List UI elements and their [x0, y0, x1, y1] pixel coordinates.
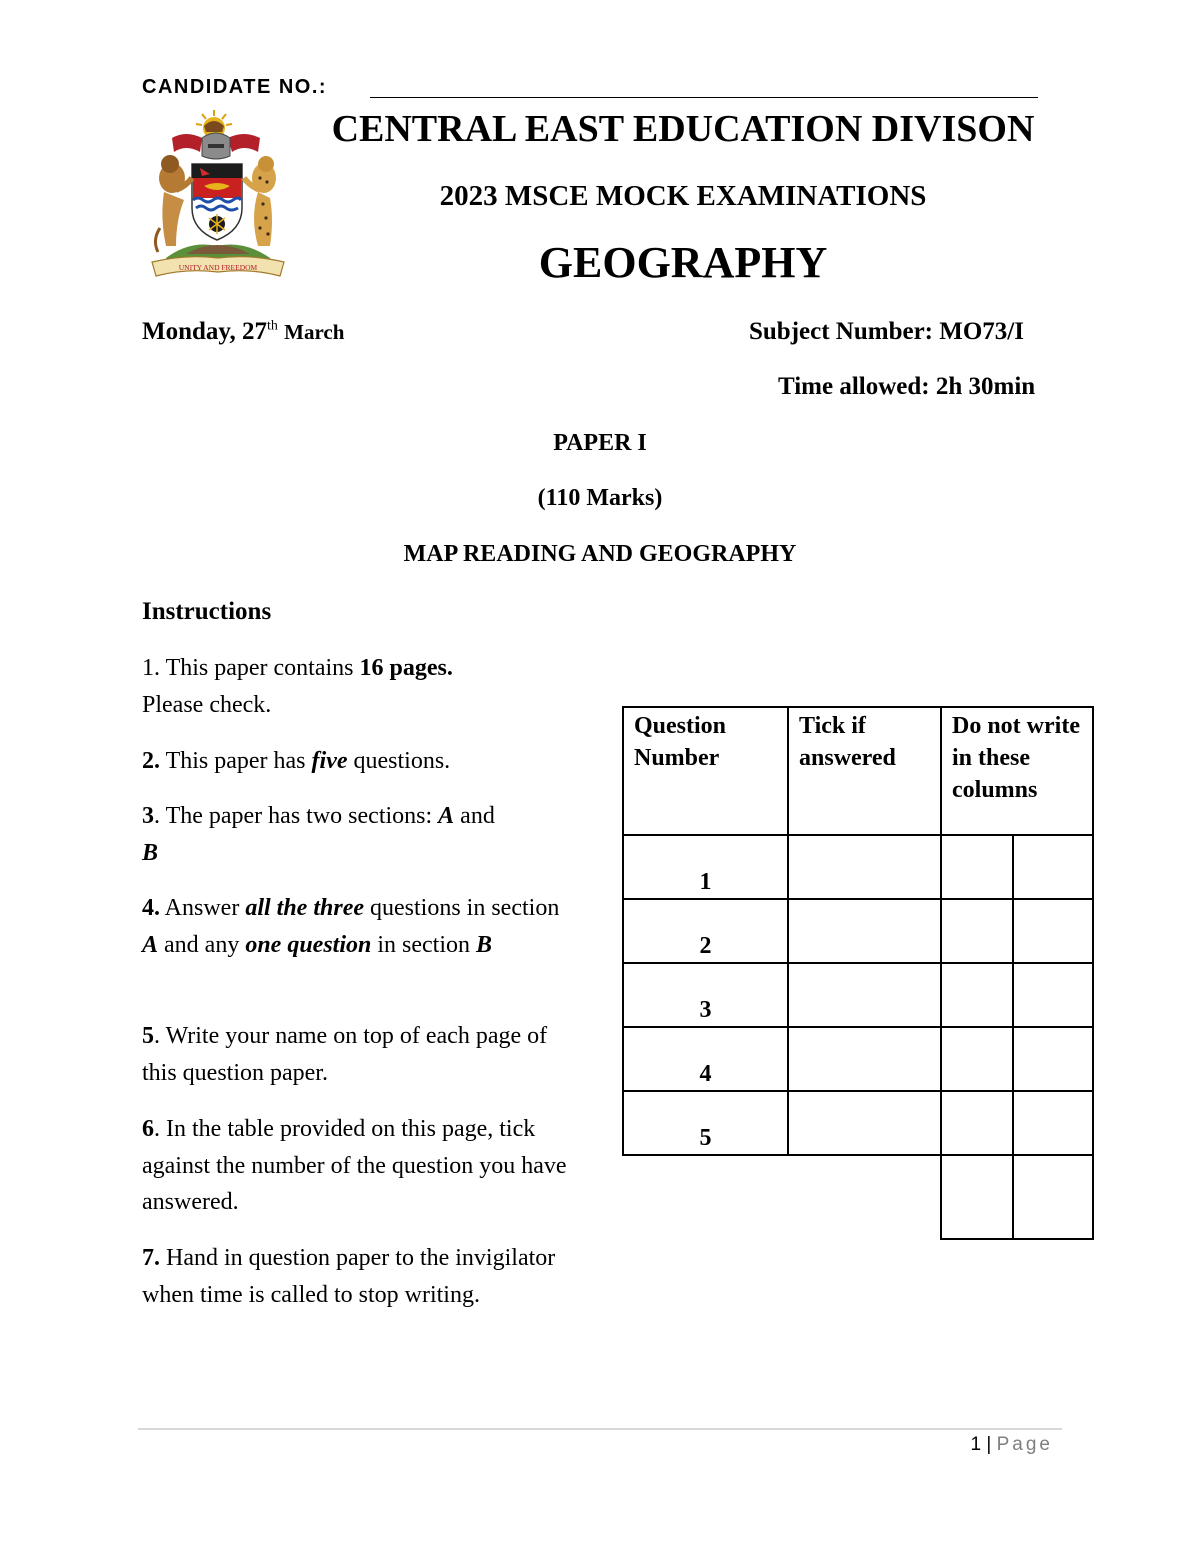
instruction-6-number: 6	[142, 1116, 154, 1142]
instruction-4-section-a: A	[142, 931, 159, 958]
question-number-3: 3	[623, 963, 788, 1027]
instruction-4-number: 4.	[142, 895, 160, 921]
instruction-2	[142, 743, 572, 780]
question-number-1: 1	[623, 835, 788, 899]
tick-cell-5[interactable]	[788, 1091, 941, 1155]
page-label: Page	[996, 1434, 1053, 1455]
examiner-cell-5a	[941, 1091, 1013, 1155]
exam-date	[142, 318, 344, 346]
instruction-1-pages: 16 pages.	[359, 655, 453, 681]
instruction-2-emphasis: five	[311, 748, 348, 774]
leopard-supporter	[244, 156, 276, 246]
question-number-5: 5	[623, 1091, 788, 1155]
instruction-4-text: Answer	[160, 895, 246, 921]
instruction-4	[142, 890, 572, 963]
instruction-3	[142, 798, 572, 871]
instruction-5	[142, 1018, 572, 1091]
instruction-6-text: . In the table provided on this page, tick against the number of the question you have answered.	[142, 1116, 567, 1215]
exam-date-day: Monday, 27	[142, 318, 268, 345]
col-tick-if-answered: Tick if answered	[788, 707, 941, 835]
answer-table-header	[623, 707, 1093, 835]
instruction-1-check: Please check.	[142, 691, 272, 718]
footer-divider	[138, 1428, 1062, 1430]
table-row	[623, 835, 1093, 899]
instruction-4-emphasis: all the three	[245, 895, 364, 921]
examiner-cell-3a	[941, 963, 1013, 1027]
subject-title: GEOGRAPHY	[538, 238, 828, 287]
paper-section: MAP READING AND GEOGRAPHY	[403, 541, 797, 567]
instruction-1-text: . This paper contains	[154, 655, 360, 681]
page-number: 1	[970, 1434, 982, 1455]
tick-cell-3[interactable]	[788, 963, 941, 1027]
col-question-number: Question Number	[623, 707, 788, 835]
candidate-number-line	[370, 97, 1038, 98]
instruction-3-section-b: B	[142, 839, 159, 866]
instructions-heading: Instructions	[142, 598, 272, 625]
candidate-number-row	[142, 76, 1042, 102]
total-cell-b	[1013, 1155, 1093, 1239]
answer-table	[622, 706, 1094, 1240]
examiner-cell-4b	[1013, 1027, 1093, 1091]
examiner-cell-1b	[1013, 835, 1093, 899]
candidate-number-label: CANDIDATE NO.:	[142, 76, 328, 98]
table-row	[623, 963, 1093, 1027]
table-row	[623, 899, 1093, 963]
examiner-cell-4a	[941, 1027, 1013, 1091]
instruction-1	[142, 650, 572, 723]
instruction-2-text: This paper has	[160, 748, 312, 774]
instruction-7-number: 7.	[142, 1245, 160, 1271]
instruction-3-section-a: A	[438, 803, 455, 829]
examiner-cell-3b	[1013, 963, 1093, 1027]
time-allowed: Time allowed: 2h 30min	[778, 373, 1036, 400]
exam-date-month: March	[284, 320, 345, 344]
instruction-5-number: 5	[142, 1023, 154, 1049]
examiner-cell-1a	[941, 835, 1013, 899]
instruction-4-text-2: questions in section	[364, 895, 560, 921]
paper-title: PAPER I	[553, 430, 647, 456]
instruction-5-text: . Write your name on top of each page of this question paper.	[142, 1023, 548, 1086]
question-number-2: 2	[623, 899, 788, 963]
instruction-3-text: . The paper has two sections:	[154, 803, 439, 829]
division-title: CENTRAL EAST EDUCATION DIVISON	[331, 108, 1035, 150]
tick-cell-4[interactable]	[788, 1027, 941, 1091]
question-number-4: 4	[623, 1027, 788, 1091]
instruction-4-one-question: one question	[245, 931, 372, 958]
instruction-3-number: 3	[142, 803, 154, 829]
coat-of-arms	[146, 108, 290, 280]
tick-cell-1[interactable]	[788, 835, 941, 899]
instruction-2-text-end: questions.	[347, 748, 451, 774]
instruction-3-and: and	[454, 803, 495, 829]
lion-supporter	[155, 155, 192, 252]
exam-date-suffix: th	[267, 318, 278, 334]
total-cell-a	[941, 1155, 1013, 1239]
examiner-cell-5b	[1013, 1091, 1093, 1155]
col-do-not-write: Do not write in these columns	[941, 707, 1093, 835]
table-row	[623, 1091, 1093, 1155]
instruction-4-section-b: B	[476, 931, 493, 958]
page-footer	[880, 1434, 1053, 1456]
examiner-cell-2b	[1013, 899, 1093, 963]
subject-number: Subject Number: MO73/I	[749, 318, 1024, 345]
table-total-row	[623, 1155, 1093, 1239]
coat-of-arms-icon	[146, 108, 290, 280]
instruction-4-text-3: and any	[158, 931, 246, 958]
empty-cell	[788, 1155, 941, 1239]
instruction-7	[142, 1240, 572, 1313]
exam-title: 2023 MSCE MOCK EXAMINATIONS	[439, 180, 927, 212]
table-row	[623, 1027, 1093, 1091]
instruction-6	[142, 1111, 572, 1221]
instruction-7-text: Hand in question paper to the invigilator when time is called to stop writing.	[142, 1245, 556, 1308]
svg-text:UNITY AND FREEDOM: UNITY AND FREEDOM	[178, 263, 258, 272]
instruction-2-number: 2.	[142, 748, 160, 774]
empty-cell	[623, 1155, 788, 1239]
page-separator: |	[981, 1434, 997, 1455]
instruction-4-text-4: in section	[371, 931, 477, 958]
instruction-1-number: 1	[142, 655, 154, 681]
examiner-cell-2a	[941, 899, 1013, 963]
tick-cell-2[interactable]	[788, 899, 941, 963]
paper-marks: (110 Marks)	[537, 485, 663, 511]
